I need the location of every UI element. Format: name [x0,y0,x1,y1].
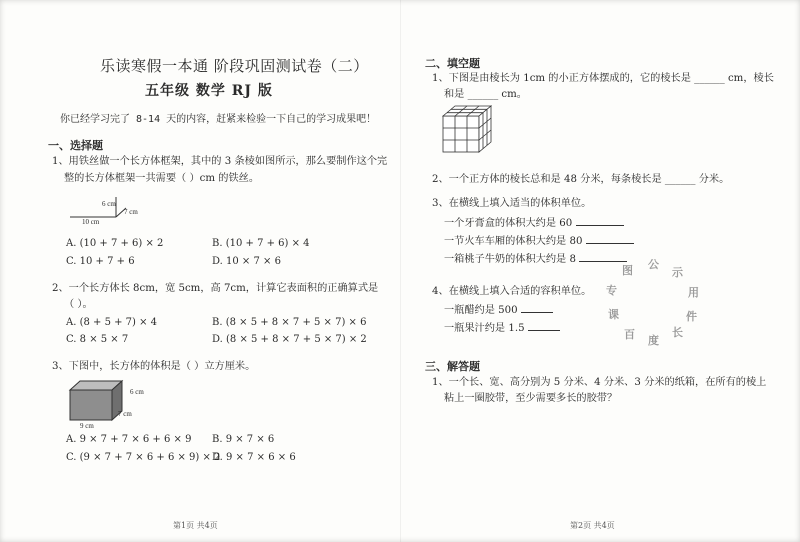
f3-text: 3、在横线上填入适当的体积单位。 [432,198,592,209]
f4-answer-blank-1[interactable] [521,302,553,313]
f3-item-2-label: 一节火车车厢的体积大约是 80 [444,236,583,247]
q1-height-label: 6 cm [102,200,116,208]
f4-answer-blank-2[interactable] [528,320,560,331]
q2-option-b[interactable]: B. (8 × 5 + 8 × 7 + 5 × 7) × 6 [212,317,367,328]
section-fill-heading: 二、填空题 [425,57,480,70]
intro-text: 你已经学习完了 8-14 天的内容，赶紧来检验一下自己的学习成果吧！ [60,114,377,125]
s1-text-line1: 1、一个长、宽、高分别为 5 分米、4 分米、3 分米的纸箱，在所有的棱上 [432,377,767,388]
f3-answer-blank-1[interactable] [576,215,624,226]
q1-option-b[interactable]: B. (10 + 7 + 6) × 4 [212,238,310,249]
q3-option-d[interactable]: D. 9 × 7 × 6 × 6 [212,452,296,463]
q1-option-a[interactable]: A. (10 + 7 + 6) × 2 [66,238,164,249]
section-answer-heading: 三、解答题 [425,360,480,373]
f4-item-2 [444,320,560,336]
q3-text: 3、下图中，长方体的体积是（ ）立方厘米。 [52,361,256,372]
f3-item-2 [444,233,634,249]
q3-length-label: 9 cm [80,422,94,430]
q1-length-label: 10 cm [82,218,100,226]
exam-subtitle: 五年级 数学 RJ 版 [145,83,273,99]
f2-text: 2、一个正方体的棱长总和是 48 分米，每条棱长是 ______ 分米。 [432,174,730,185]
q3-option-a[interactable]: A. 9 × 7 + 7 × 6 + 6 × 9 [66,434,192,445]
f3-item-3 [444,251,627,267]
q3-width-label: 7 cm [118,410,132,418]
q1-option-d[interactable]: D. 10 × 7 × 6 [212,256,281,267]
f3-item-1-label: 一个牙膏盒的体积大约是 60 [444,218,573,229]
f1-text-line1: 1、下图是由棱长为 1cm 的小正方体摆成的，它的棱长是 ______ cm，棱长 [432,73,774,84]
f4-item-1 [444,302,553,318]
q1-option-c[interactable]: C. 10 + 7 + 6 [66,256,135,267]
q1-width-label: 7 cm [124,208,138,216]
section-choice-heading: 一、选择题 [48,139,103,152]
right-page-footer: 第2页 共4页 [570,521,615,530]
q1-text-line2: 整的长方体框架一共需要（ ）cm 的铁丝。 [64,173,260,184]
q3-height-label: 6 cm [130,388,144,396]
q3-option-b[interactable]: B. 9 × 7 × 6 [212,434,275,445]
f1-text-line2: 和是 ______ cm。 [444,89,527,100]
q1-edges-figure [64,193,154,229]
exam-title: 乐读寒假一本通 阶段巩固测试卷（二） [100,57,369,75]
q2-text-line2: （ ）。 [64,299,93,310]
f3-answer-blank-2[interactable] [586,233,634,244]
q3-cuboid-figure [64,378,144,424]
f3-item-1 [444,215,624,231]
s1-text-line2: 粘上一圈胶带，至少需要多长的胶带？ [444,393,618,404]
f3-answer-blank-3[interactable] [579,251,627,262]
q1-text-line1: 1、用铁丝做一个长方体框架，其中的 3 条棱如图所示，那么要制作这个完 [52,156,388,167]
f4-item-1-label: 一瓶醋约是 500 [444,305,518,316]
q2-text-line1: 2、一个长方体长 8cm，宽 5cm，高 7cm，计算它表面积的正确算式是 [52,283,379,294]
left-page-footer: 第1页 共4页 [173,521,218,530]
q2-option-c[interactable]: C. 8 × 5 × 7 [66,334,129,345]
f4-text: 4、在横线上填入合适的容积单位。 [432,286,592,297]
f1-cube-figure [440,104,500,158]
q2-option-a[interactable]: A. (8 + 5 + 7) × 4 [66,317,158,328]
q3-option-c[interactable]: C. (9 × 7 + 7 × 6 + 6 × 9) × 2 [66,452,221,463]
f3-item-3-label: 一箱桃子牛奶的体积大约是 8 [444,254,576,265]
page-fold [400,0,401,542]
q2-option-d[interactable]: D. (8 × 5 + 8 × 7 + 5 × 7) × 2 [212,334,367,345]
exam-sheet: 乐读寒假一本通 阶段巩固测试卷（二） 五年级 数学 RJ 版 你已经学习完了 8-14 天的内容，赶紧来检验一下自己的学习成果吧！ 一、选择题 1、用铁丝做一个长方体框架，其中的 3 条棱如图所示，那么要制作这个完 整的长方体框架一共需要（ ）cm 的铁丝。 6 cm 7 cm 10 cm A. (10 + 7 + 6) × 2 B. (10 + 7 + 6) × 4 C. 10 + 7 + 6 D. 10 × 7 × 6 2、一个长方体长 8cm，宽 5cm，高 7cm，计算它表面积的正确算式是 （ ）。 A. (8 + 5 + 7) × 4 B. (8 × 5 + 8 × 7 + 5 × 7) × 6 C. 8 × 5 × 7 D. (8 × 5 + 8 × 7 + 5 × 7) × 2 3、下图中，长方体的体积是（ ）立方厘米。 6 cm 7 cm 9 cm A. 9 × 7 + 7 × 6 + 6 × 9 B. 9 × 7 × 6 C. (9 × 7 + 7 × 6 + 6 × 9) × 2 D. 9 × 7 × 6 × 6 第1页 共4页 二、填空题 1、下图是由棱长为 1cm 的小正方体摆成的，它的棱长是 ______ cm，棱长 和是 ______ cm。 2、一个正方体的棱长总和是 48 分米，每条棱长是 ______ 分米。 3、在横线上填入适当的体积单位。 一个牙膏盒的体积大约是 60 一节火车车厢的体积大约是 80 一箱桃子牛奶的体积大约是 8 4、在横线上填入合适的容积单位。 一瓶醋约是 500 一瓶果汁约是 1.5 图 公 示 专 用 课 件 百 度 长 三、解答题 1、一个长、宽、高分别为 5 分米、4 分米、3 分米的纸箱，在所有的棱上 粘上一圈胶带，至少需要多长的胶带？ 第2页 共4页 [0,0,800,542]
f4-item-2-label: 一瓶果汁约是 1.5 [444,323,525,334]
